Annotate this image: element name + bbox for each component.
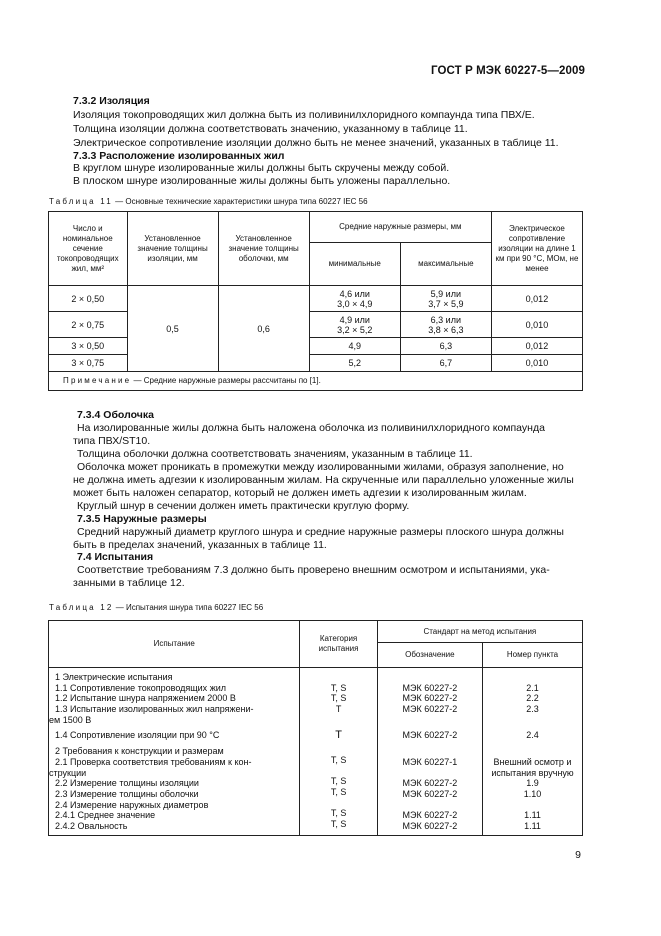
table-header: Число и номинальное сечение токопроводящих жил, мм² bbox=[49, 212, 128, 286]
table-header: максимальные bbox=[400, 243, 491, 286]
table-row: 2.3 Измерение толщины оболочки bbox=[55, 789, 199, 800]
paragraph: Соответствие требованиям 7.3 должно быть проверено внешним осмотром и испытаниями, ука- bbox=[77, 564, 550, 576]
table-row: 1.3 Испытание изолированных жил напряжени- bbox=[55, 704, 254, 715]
heading-7-4: 7.4 Испытания bbox=[77, 551, 154, 563]
table-header: Стандарт на метод испытания bbox=[377, 621, 582, 643]
table-cell: 0,012 bbox=[491, 286, 582, 312]
table-cell: 6,7 bbox=[400, 355, 491, 372]
table-cell: 0,010 bbox=[491, 355, 582, 372]
table-header: Установленное значение толщины оболочки, мм bbox=[218, 212, 309, 286]
document-header: ГОСТ Р МЭК 60227-5—2009 bbox=[431, 65, 585, 77]
table-cell: 4,9 или 3,2 × 5,2 bbox=[309, 312, 400, 338]
heading-7-3-5: 7.3.5 Наружные размеры bbox=[77, 513, 207, 525]
table-cell: 2 × 0,50 bbox=[49, 286, 128, 312]
table-12 bbox=[48, 620, 583, 836]
table-cell: 5,9 или 3,7 × 5,9 bbox=[400, 286, 491, 312]
table-header: Средние наружные размеры, мм bbox=[309, 212, 491, 243]
table-header: Номер пункта bbox=[483, 643, 583, 668]
table-11 bbox=[48, 211, 583, 391]
table-11-caption: Таблица 11 — Основные технические характеристики шнура типа 60227 IEC 56 bbox=[49, 197, 368, 206]
table-row: 2.4.2 Овальность bbox=[55, 821, 128, 832]
paragraph: Изоляция токопроводящих жил должна быть из поливинилхлоридного компаунда типа ПВХ/Е. bbox=[73, 109, 535, 121]
table-row: 2.4 Измерение наружных диаметров bbox=[55, 799, 209, 810]
heading-7-3-3: 7.3.3 Расположение изолированных жил bbox=[73, 150, 285, 162]
paragraph: В плоском шнуре изолированные жилы должны быть уложены параллельно. bbox=[73, 175, 451, 187]
table-row: 1.1 Сопротивление токопроводящих жил bbox=[55, 682, 226, 693]
table-header: Категория испытания bbox=[300, 621, 377, 668]
paragraph: Круглый шнур в сечении должен иметь практически круглую форму. bbox=[77, 500, 410, 512]
paragraph: Оболочка может проникать в промежутки между изолированными жилами, образуя заполнение, но bbox=[77, 461, 564, 473]
paragraph: быть в пределах значений, указанных в таблице 11. bbox=[73, 539, 327, 551]
table-cell: 4,6 или 3,0 × 4,9 bbox=[309, 286, 400, 312]
paragraph: Средний наружный диаметр круглого шнура и средние наружные размеры плоского шнура должны bbox=[77, 526, 564, 538]
clause-list: 2.1 2.2 2.3 2.4 Внешний осмотр и испытания вручную 1.9 1.10 1.11 1.11 bbox=[483, 668, 583, 836]
heading-7-3-4: 7.3.4 Оболочка bbox=[77, 409, 154, 421]
table-header: Установленное значение толщины изоляции, мм bbox=[127, 212, 218, 286]
designation-list: МЭК 60227-2 МЭК 60227-2 МЭК 60227-2 МЭК 60227-2 МЭК 60227-1 МЭК 60227-2 МЭК 60227-2 МЭК 60227-2 МЭК 60227-2 bbox=[377, 668, 482, 836]
table-row: 2.4.1 Среднее значение bbox=[55, 810, 156, 821]
paragraph: занными в таблице 12. bbox=[73, 577, 185, 589]
table-12-caption: Таблица 12 — Испытания шнура типа 60227 IEC 56 bbox=[49, 603, 264, 612]
table-cell: 0,010 bbox=[491, 312, 582, 338]
table-header: Испытание bbox=[49, 621, 300, 668]
table-cell: 5,2 bbox=[309, 355, 400, 372]
table-header: Обозначение bbox=[377, 643, 482, 668]
table-row: 1.4 Сопротивление изоляции при 90 °С bbox=[55, 729, 220, 740]
paragraph: Толщина изоляции должна соответствовать значению, указанному в таблице 11. bbox=[73, 123, 468, 135]
paragraph: На изолированные жилы должна быть наложена оболочка из поливинилхлоридного компаунда bbox=[77, 422, 545, 434]
table-note: Примечание — Средние наружные размеры рассчитаны по [1]. bbox=[49, 372, 583, 391]
paragraph: Электрическое сопротивление изоляции должно быть не менее значений, указанных в таблице 11. bbox=[73, 137, 559, 149]
table-row: 2.1 Проверка соответствия требованиям к кон- bbox=[55, 756, 252, 767]
paragraph: может быть наложен сепаратор, который не должен иметь адгезии к изолированным жилам. bbox=[73, 487, 527, 499]
test-list bbox=[49, 668, 300, 836]
paragraph: Толщина оболочки должна соответствовать значениям, указанным в таблице 11. bbox=[77, 448, 473, 460]
table-row: 1.2 Испытание шнура напряжением 2000 В bbox=[55, 693, 236, 704]
paragraph: типа ПВХ/ST10. bbox=[73, 435, 151, 447]
table-cell: 3 × 0,75 bbox=[49, 355, 128, 372]
table-row: 2 Требования к конструкции и размерам bbox=[55, 746, 224, 757]
table-cell: 0,5 bbox=[127, 286, 218, 372]
category-list: T, S T, S T T T, S T, S T, S T, S T, S bbox=[300, 668, 377, 836]
heading-7-3-2: 7.3.2 Изоляция bbox=[73, 95, 150, 107]
table-cell: 4,9 bbox=[309, 338, 400, 355]
table-row: 2.2 Измерение толщины изоляции bbox=[55, 778, 199, 789]
table-cell: 0,6 bbox=[218, 286, 309, 372]
table-cell: 3 × 0,50 bbox=[49, 338, 128, 355]
page-number: 9 bbox=[575, 849, 581, 861]
paragraph: В круглом шнуре изолированные жилы должны быть скручены между собой. bbox=[73, 162, 450, 174]
table-header: Электрическое сопротивление изоляции на длине 1 км при 90 °С, МОм, не менее bbox=[491, 212, 582, 286]
table-cell: 0,012 bbox=[491, 338, 582, 355]
paragraph: не должна иметь адгезии к изолированным жилам. На скрученные или параллельно уложенные жилы bbox=[73, 474, 574, 486]
table-cell: 6,3 или 3,8 × 6,3 bbox=[400, 312, 491, 338]
table-cell: 6,3 bbox=[400, 338, 491, 355]
table-row: ем 1500 В bbox=[49, 714, 92, 725]
table-header: минимальные bbox=[309, 243, 400, 286]
table-row: 1 Электрические испытания bbox=[55, 672, 173, 682]
table-cell: 2 × 0,75 bbox=[49, 312, 128, 338]
table-row: струкции bbox=[49, 767, 87, 778]
